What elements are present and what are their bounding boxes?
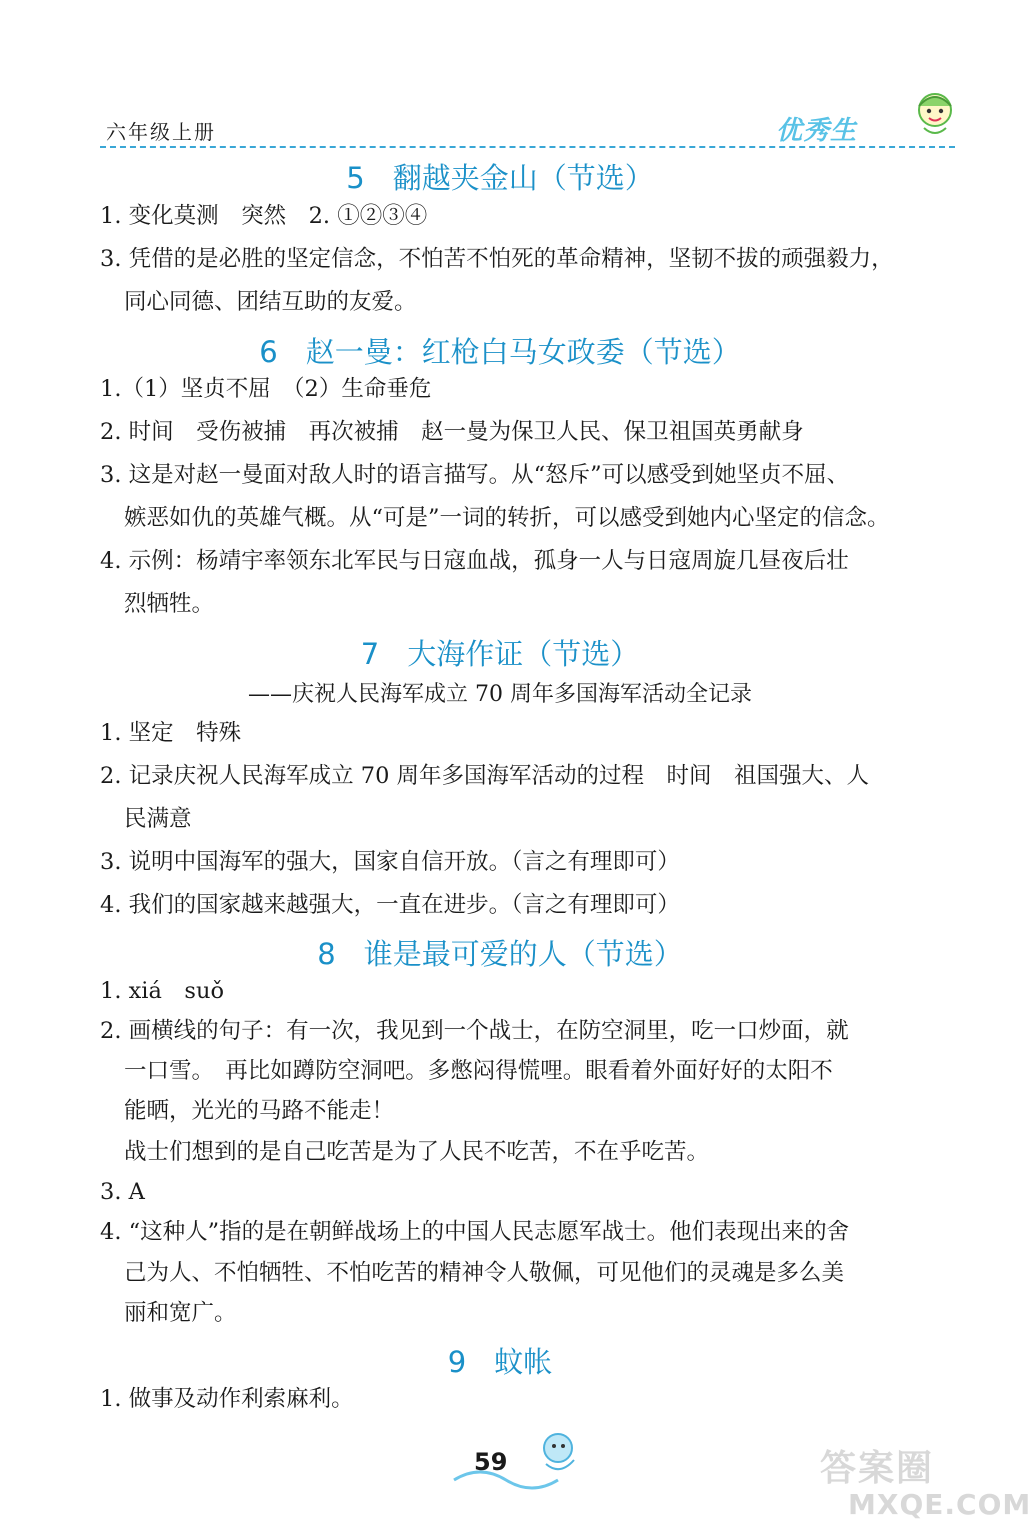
answer-line: 民满意 (124, 806, 192, 832)
page-header (100, 108, 960, 148)
answer-line: 2. 时间 受伤被捕 再次被捕 赵一曼为保卫人民、保卫祖国英勇献身 (100, 419, 804, 445)
answer-line: 1.（1）坚贞不屈 （2）生命垂危 (100, 376, 432, 402)
answer-line: 4. 我们的国家越来越强大，一直在进步。（言之有理即可） (100, 892, 680, 918)
answer-line: 战士们想到的是自己吃苦是为了人民不吃苦，不在乎吃苦。 (124, 1139, 710, 1165)
section-heading (0, 632, 1000, 673)
mascot-icon (910, 86, 960, 142)
section-title: 谁是最可爱的人（节选） (363, 937, 683, 971)
section-heading (0, 156, 1000, 197)
answer-line: 己为人、不怕牺牲、不怕吃苦的精神令人敬佩，可见他们的灵魂是多么美 (124, 1260, 845, 1286)
watermark-url: MXQE.COM (848, 1488, 1031, 1521)
section-number: 9 (447, 1345, 467, 1379)
answer-line: 1. 做事及动作利索麻利。 (100, 1386, 354, 1412)
section-heading (0, 932, 1000, 973)
answer-line: 2. 画横线的句子：有一次，我见到一个战士，在防空洞里，吃一口炒面，就 (100, 1018, 849, 1044)
answer-line: 1. xiá suǒ (100, 978, 225, 1004)
answer-line: 丽和宽广。 (124, 1300, 237, 1326)
section-number: 7 (360, 637, 380, 671)
watermark-logo: 答案圈 (820, 1448, 935, 1489)
section-number: 5 (346, 161, 365, 195)
answer-line: 能晒，光光的马路不能走！ (124, 1098, 395, 1124)
answer-line: 2. 记录庆祝人民海军成立 70 周年多国海军活动的过程 时间 祖国强大、人 (100, 763, 870, 789)
answer-line: 3. 这是对赵一曼面对敌人时的语言描写。从“怒斥”可以感受到她坚贞不屈、 (100, 462, 850, 488)
answer-line: 嫉恶如仇的英雄气概。从“可是”一词的转折，可以感受到她内心坚定的信念。 (124, 505, 890, 531)
answer-line: 3. A (100, 1179, 145, 1205)
section-title: 大海作证（节选） (407, 637, 640, 671)
section-subtitle: ——庆祝人民海军成立 70 周年多国海军活动全记录 (248, 682, 752, 707)
answer-line: 1. 坚定 特殊 (100, 720, 242, 746)
section-title: 翻越夹金山（节选） (392, 161, 654, 195)
header-divider (100, 146, 955, 148)
section-heading (0, 1340, 1000, 1381)
answer-line: 3. 说明中国海军的强大，国家自信开放。（言之有理即可） (100, 849, 680, 875)
page-number: 59 (474, 1448, 508, 1476)
answer-line: 4. “这种人”指的是在朝鲜战场上的中国人民志愿军战士。他们表现出来的舍 (100, 1219, 850, 1245)
answer-line: 同心同德、团结互助的友爱。 (124, 289, 417, 315)
answer-line: 3. 凭借的是必胜的坚定信念，不怕苦不怕死的革命精神，坚韧不拔的顽强毅力， (100, 246, 894, 272)
section-number: 8 (317, 937, 336, 971)
section-heading (0, 330, 1000, 371)
answer-line: 4. 示例：杨靖宇率领东北军民与日寇血战，孤身一人与日寇周旋几昼夜后壮 (100, 548, 849, 574)
answer-line: 一口雪。 再比如蹲防空洞吧。多憋闷得慌哩。眼看着外面好好的太阳不 (124, 1058, 833, 1084)
wave-decoration-icon (450, 1424, 590, 1494)
section-title: 赵一曼：红枪白马女政委（节选） (305, 335, 741, 369)
section-title: 蚊帐 (494, 1345, 553, 1379)
grade-label: 六年级上册 (106, 120, 216, 144)
answer-line: 烈牺牲。 (124, 591, 215, 617)
section-number: 6 (259, 335, 278, 369)
brand-logo: 优秀生 (776, 116, 858, 146)
answer-line: 1. 变化莫测 突然 2. ①②③④ (100, 203, 428, 229)
